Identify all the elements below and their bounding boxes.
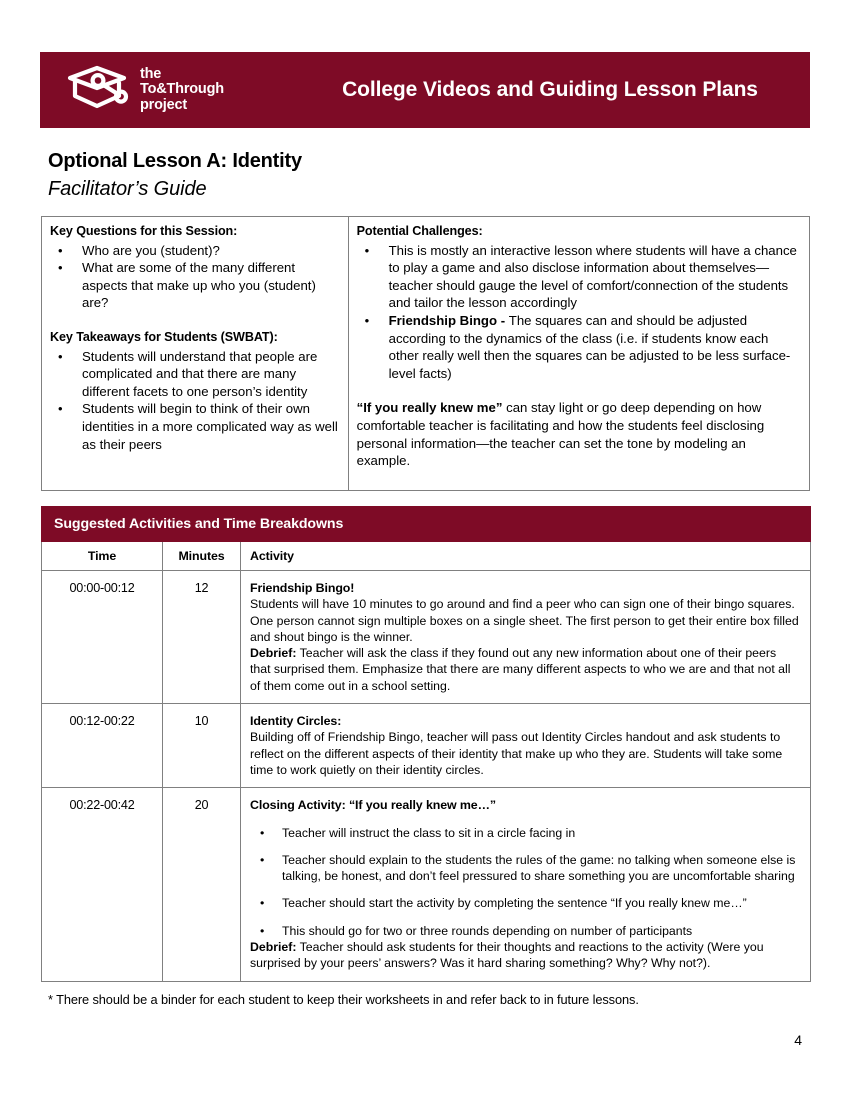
friendship-bingo-text: The squares can and should be adjusted according to the dynamics of the class (i.e. if students know each other really well then the squares can be adjusted to be less surface-level facts) bbox=[388, 312, 791, 381]
row-activity bbox=[241, 571, 811, 704]
activity-title: Closing Activity: “If you really knew me…” bbox=[250, 798, 496, 813]
spacer bbox=[50, 312, 340, 329]
row-time: 00:22-00:42 bbox=[42, 788, 163, 981]
debrief-label: Debrief: bbox=[250, 940, 297, 955]
key-questions-cell bbox=[42, 217, 349, 490]
debrief-label: Debrief: bbox=[250, 646, 297, 661]
logo-line-1: the bbox=[140, 65, 162, 82]
key-questions-heading: Key Questions for this Session: bbox=[50, 224, 238, 238]
potential-challenges-cell bbox=[349, 217, 809, 490]
list-item: • Teacher should explain to the students the rules of the game: no talking when someone else is talking, be honest, and don’t feel pressured to share something you are uncomfortable sharing bbox=[250, 852, 800, 885]
row-minutes: 20 bbox=[163, 788, 241, 981]
overview-table bbox=[41, 216, 810, 491]
potential-challenges-list bbox=[357, 242, 801, 383]
if-you-really-knew-me-note bbox=[357, 399, 801, 469]
debrief-text: Teacher should ask students for their thoughts and reactions to the activity (Were you surprised by your peers’ answers? Was it hard sharing something? Why? Why not?). bbox=[250, 940, 764, 971]
table-row bbox=[42, 788, 811, 981]
list-item: • Who are you (student)? bbox=[50, 242, 340, 260]
row-minutes: 12 bbox=[163, 571, 241, 704]
logo-line-3: project bbox=[140, 96, 187, 113]
key-questions-list bbox=[50, 242, 340, 312]
brand-logo-wordmark bbox=[140, 67, 224, 114]
key-takeaways-list bbox=[50, 348, 340, 454]
row-activity bbox=[241, 704, 811, 788]
activity-title: Friendship Bingo! bbox=[250, 581, 355, 595]
row-activity bbox=[241, 788, 811, 981]
row-minutes: 10 bbox=[163, 704, 241, 788]
page-number: 4 bbox=[794, 1032, 802, 1048]
potential-challenges-heading: Potential Challenges: bbox=[356, 224, 483, 238]
table-banner-row bbox=[42, 507, 811, 542]
page-header-band bbox=[40, 52, 810, 128]
header-title: College Videos and Guiding Lesson Plans bbox=[342, 78, 758, 101]
friendship-bingo-label: Friendship Bingo - bbox=[388, 312, 509, 328]
suggested-activities-table bbox=[41, 506, 811, 982]
note-body: can stay light or go deep depending on how comfortable teacher is facilitating and how the students feel disclosing personal information—the teacher can set the tone by modeling an example. bbox=[356, 400, 765, 469]
activities-banner: Suggested Activities and Time Breakdowns bbox=[42, 507, 811, 542]
footnote: * There should be a binder for each student to keep their worksheets in and refer back to in future lessons. bbox=[48, 992, 639, 1007]
note-lead-bold: “If you really knew me” bbox=[356, 400, 503, 416]
debrief-text: Teacher will ask the class if they found out any new information about one of their peers that surprised them. Emphasize that there are many different aspects to who we are and that not all of them come out in a school setting. bbox=[250, 646, 791, 693]
column-header-time: Time bbox=[42, 542, 163, 571]
table-header-row bbox=[42, 542, 811, 571]
list-item: • What are some of the many different aspects that make up who you (student) are? bbox=[50, 259, 340, 312]
key-takeaways-heading: Key Takeaways for Students (SWBAT): bbox=[50, 329, 278, 344]
table-row bbox=[42, 571, 811, 704]
graduation-cap-logo-icon bbox=[64, 63, 130, 118]
page-title: Optional Lesson A: Identity bbox=[48, 150, 302, 172]
activity-body: Building off of Friendship Bingo, teacher will pass out Identity Circles handout and ask students to reflect on the different aspects of their identity that make up who they are. Students will take some time to work quietly on their identity circles. bbox=[250, 730, 783, 777]
page-subtitle: Facilitator’s Guide bbox=[48, 178, 207, 200]
list-item: • Teacher should start the activity by completing the sentence “If you really knew me…” bbox=[250, 895, 800, 911]
row-time: 00:00-00:12 bbox=[42, 571, 163, 704]
list-item bbox=[357, 312, 801, 382]
list-item: • Students will begin to think of their own identities in a more complicated way as well as their peers bbox=[50, 400, 340, 453]
brand-logo bbox=[40, 63, 310, 118]
list-item: • Teacher will instruct the class to sit in a circle facing in bbox=[250, 825, 800, 841]
column-header-minutes: Minutes bbox=[163, 542, 241, 571]
list-item: • This should go for two or three rounds depending on number of participants bbox=[250, 923, 800, 939]
list-item: • Students will understand that people are complicated and that there are many different facets to one person’s identity bbox=[50, 348, 340, 401]
list-item: • This is mostly an interactive lesson where students will have a chance to play a game and also disclose information about themselves—teacher should gauge the level of comfort/connection of the students and tailor the lesson accordingly bbox=[357, 242, 801, 312]
column-header-activity: Activity bbox=[241, 542, 811, 571]
activity-title: Identity Circles: bbox=[250, 714, 342, 729]
activity-body: Students will have 10 minutes to go around and find a peer who can sign one of their bingo squares. One person cannot sign multiple boxes on a single sheet. The first person to get their entire box filled and shout bingo is the winner. bbox=[250, 597, 799, 644]
row-time: 00:12-00:22 bbox=[42, 704, 163, 788]
logo-line-2: To&Through bbox=[140, 81, 224, 98]
table-row bbox=[42, 704, 811, 788]
activity-bullet-list bbox=[250, 825, 800, 939]
